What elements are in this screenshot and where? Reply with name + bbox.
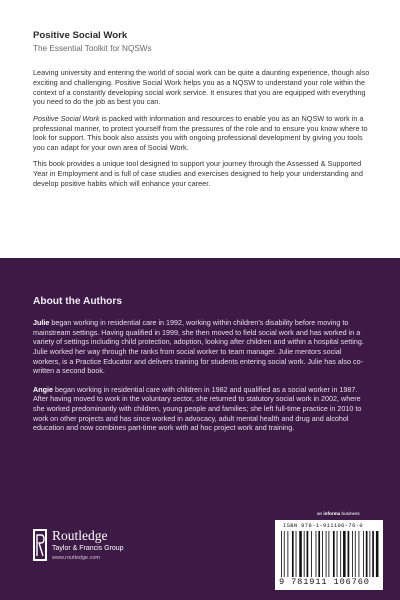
barcode-bar — [359, 531, 360, 577]
barcode-bar — [328, 531, 329, 577]
about-authors-heading: About the Authors — [33, 296, 123, 307]
barcode-bar — [287, 531, 288, 577]
barcode-bar — [299, 531, 302, 577]
book-title: Positive Social Work — [33, 30, 128, 41]
publisher-name: Routledge — [52, 528, 108, 543]
barcode-bar — [322, 531, 323, 577]
barcode-bar — [376, 531, 379, 577]
barcode-digits: 9 781911 106760 — [279, 577, 370, 587]
barcode-bar — [318, 531, 320, 577]
barcode-bar — [372, 531, 374, 577]
author-name: Angie — [33, 384, 53, 394]
barcode-bar — [343, 531, 346, 577]
author-bio-angie — [33, 385, 370, 433]
barcode-bar — [326, 531, 327, 577]
barcode-graphic — [279, 531, 379, 577]
barcode-bar — [307, 531, 309, 577]
isbn-barcode — [275, 520, 383, 590]
barcode-bar — [281, 531, 282, 577]
barcode-bar — [304, 531, 305, 577]
barcode-bar — [311, 531, 312, 577]
informa-suffix: business — [340, 511, 360, 516]
blurb-paragraph: This book provides a unique tool designed to support your journey through the Assessed & Supported Year in Employment and is full of case studies and exercises designed to help your understanding and develop positive habits which will enhance your career. — [33, 159, 363, 188]
book-title-italic: Positive Social Work — [33, 113, 100, 123]
author-name: Julie — [33, 318, 50, 327]
cover-top-section — [0, 0, 400, 258]
barcode-bar — [369, 531, 370, 577]
barcode-bar — [284, 531, 285, 577]
author-bio-text: began working in residential care in 1992, working within children's disability before moving to mainstream settings. Having qualified in 1999, she then moved to field social work and has worked in a variety of settings including child protection, adoption, looking after children and within a hospital setting. Julie worked her way through the ranks from social worker to team manager. Julie mentors social workers, is a Practice Educator and delivers training for students entering social work. Julie has also co-written a second book. — [33, 318, 364, 376]
barcode-bar — [292, 531, 294, 577]
barcode-bar — [337, 531, 338, 577]
blurb-paragraph-text: is packed with information and resources to enable you as an NQSW to work in a professional manner, to protect yourself from the pressures of the role and to ensure you know where to look for support. This book also assists you with ongoing professional development by giving you tools you can adapt for your own area of Social Work. — [33, 113, 368, 152]
barcode-bar — [355, 531, 356, 577]
barcode-bar — [366, 531, 368, 577]
blurb-paragraph: Leaving university and entering the world of social work can be quite a daunting experience, though also exciting and challenging. Positive Social Work helps you as a NQSW to understand your role within the context of a constantly developing social work service. It ensures that you are equipped with everything you need to do the job as best you can. — [33, 68, 370, 107]
informa-business-label — [317, 511, 360, 516]
author-bio-text: began working in residential care with children in 1982 and qualified as a social worker in 1987. After having moved to work in the voluntary sector, she returned to statutory social work in 2002, where she worked predominantly with children, young people and families; she left full-time practice in 2010 to work on other projects and has since worked in advocacy, adult mental health and drug and alcohol education and now combines part-time work with ad hoc project work and training. — [33, 384, 362, 433]
blurb — [33, 68, 370, 188]
blurb-paragraph — [33, 114, 370, 153]
publisher-logo — [33, 527, 203, 567]
publisher-url: www.routledge.com — [52, 555, 100, 561]
barcode-bar — [333, 531, 335, 577]
barcode-bar — [363, 531, 364, 577]
book-subtitle: The Essential Toolkit for NQSWs — [33, 44, 152, 54]
barcode-bar — [296, 531, 297, 577]
publisher-group: Taylor & Francis Group — [52, 545, 124, 552]
author-bio-julie — [33, 318, 370, 376]
informa-brand: informa — [323, 511, 341, 516]
barcode-bar — [340, 531, 341, 577]
isbn-label: ISBN 978-1-911106-76-0 — [283, 523, 363, 529]
informa-prefix: an — [317, 511, 324, 516]
barcode-bar — [316, 531, 317, 577]
barcode-bar — [348, 531, 350, 577]
barcode-bar — [352, 531, 353, 577]
routledge-logo-icon — [33, 529, 47, 561]
